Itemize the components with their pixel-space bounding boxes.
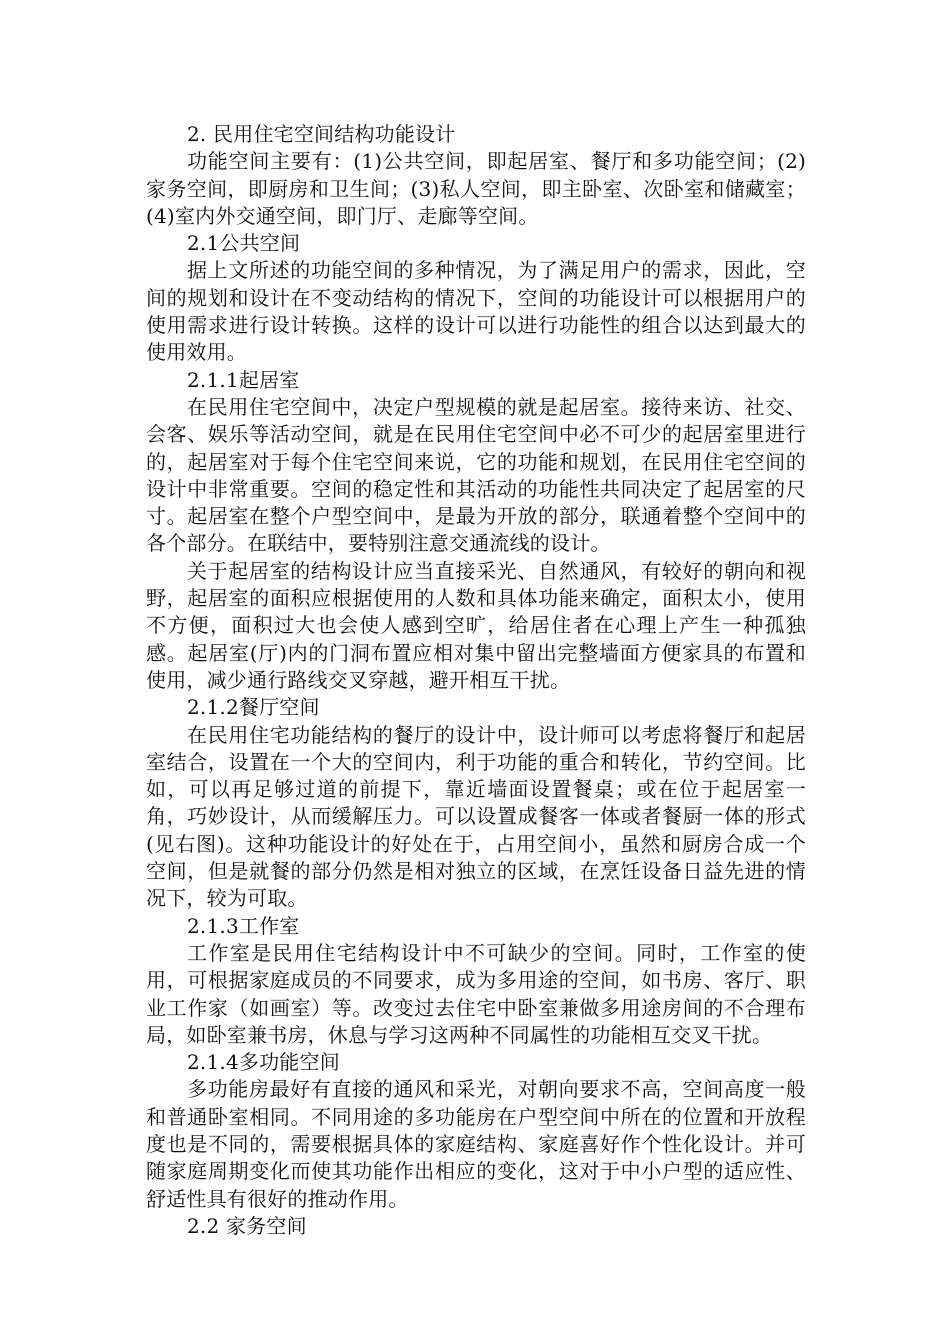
body-paragraph: 功能空间主要有：(1)公共空间，即起居室、餐厅和多功能空间；(2)家务空间，即厨房和卫生间；(3)私人空间，即主卧室、次卧室和储藏室；(4)室内外交通空间，即门厅、走廊等空间。 (146, 149, 806, 228)
body-paragraph: 据上文所述的功能空间的多种情况，为了满足用户的需求，因此，空间的规划和设计在不变动结构的情况下，空间的功能设计可以根据用户的使用需求进行设计转换。这样的设计可以进行功能性的组合以达到最大的使用效用。 (146, 258, 806, 365)
body-paragraph: 关于起居室的结构设计应当直接采光、自然通风，有较好的朝向和视野，起居室的面积应根据使用的人数和具体功能来确定，面积太小，使用不方便，面积过大也会使人感到空旷，给居住者在心理上产生一种孤独感。起居室(厅)内的门洞布置应相对集中留出完整墙面方便家具的布置和使用，减少通行路线交叉穿越，避开相互干扰。 (146, 558, 806, 692)
section-heading: 2.1.3工作室 (187, 913, 300, 938)
section-heading: 2.2 家务空间 (187, 1213, 307, 1238)
body-paragraph: 在民用住宅空间中，决定户型规模的就是起居室。接待来访、社交、会客、娱乐等活动空间，就是在民用住宅空间中必不可少的起居室里进行的，起居室对于每个住宅空间来说，它的功能和规划，在民用住宅空间的设计中非常重要。空间的稳定性和其活动的功能性共同决定了起居室的尺寸。起居室在整个户型空间中，是最为开放的部分，联通着整个空间中的各个部分。在联结中，要特别注意交通流线的设计。 (146, 394, 806, 556)
section-heading: 2. 民用住宅空间结构功能设计 (187, 122, 456, 146)
section-heading: 2.1.2餐厅空间 (187, 695, 320, 720)
section-heading: 2.1.1起居室 (187, 367, 300, 392)
body-paragraph: 多功能房最好有直接的通风和采光，对朝向要求不高，空间高度一般和普通卧室相同。不同用途的多功能房在户型空间中所在的位置和开放程度也是不同的，需要根据具体的家庭结构、家庭喜好作个性化设计。并可随家庭周期变化而使其功能作出相应的变化，这对于中小户型的适应性、舒适性具有很好的推动作用。 (146, 1077, 806, 1211)
body-paragraph: 工作室是民用住宅结构设计中不可缺少的空间。同时，工作室的使用，可根据家庭成员的不同要求，成为多用途的空间，如书房、客厅、职业工作家（如画室）等。改变过去住宅中卧室兼做多用途房间的不合理布局，如卧室兼书房，休息与学习这两种不同属性的功能相互交叉干扰。 (146, 940, 806, 1047)
body-paragraph: 在民用住宅功能结构的餐厅的设计中，设计师可以考虑将餐厅和起居室结合，设置在一个大的空间内，利于功能的重合和转化，节约空间。比如，可以再足够过道的前提下，靠近墙面设置餐桌；或在位于起居室一角，巧妙设计，从而缓解压力。可以设置成餐客一体或者餐厨一体的形式(见右图)。这种功能设计的好处在于，占用空间小，虽然和厨房合成一个空间，但是就餐的部分仍然是相对独立的区域，在烹饪设备日益先进的情况下，较为可取。 (146, 722, 806, 911)
document-body (146, 121, 806, 1240)
section-heading: 2.1.4多功能空间 (187, 1050, 340, 1075)
section-heading: 2.1公共空间 (187, 231, 301, 256)
